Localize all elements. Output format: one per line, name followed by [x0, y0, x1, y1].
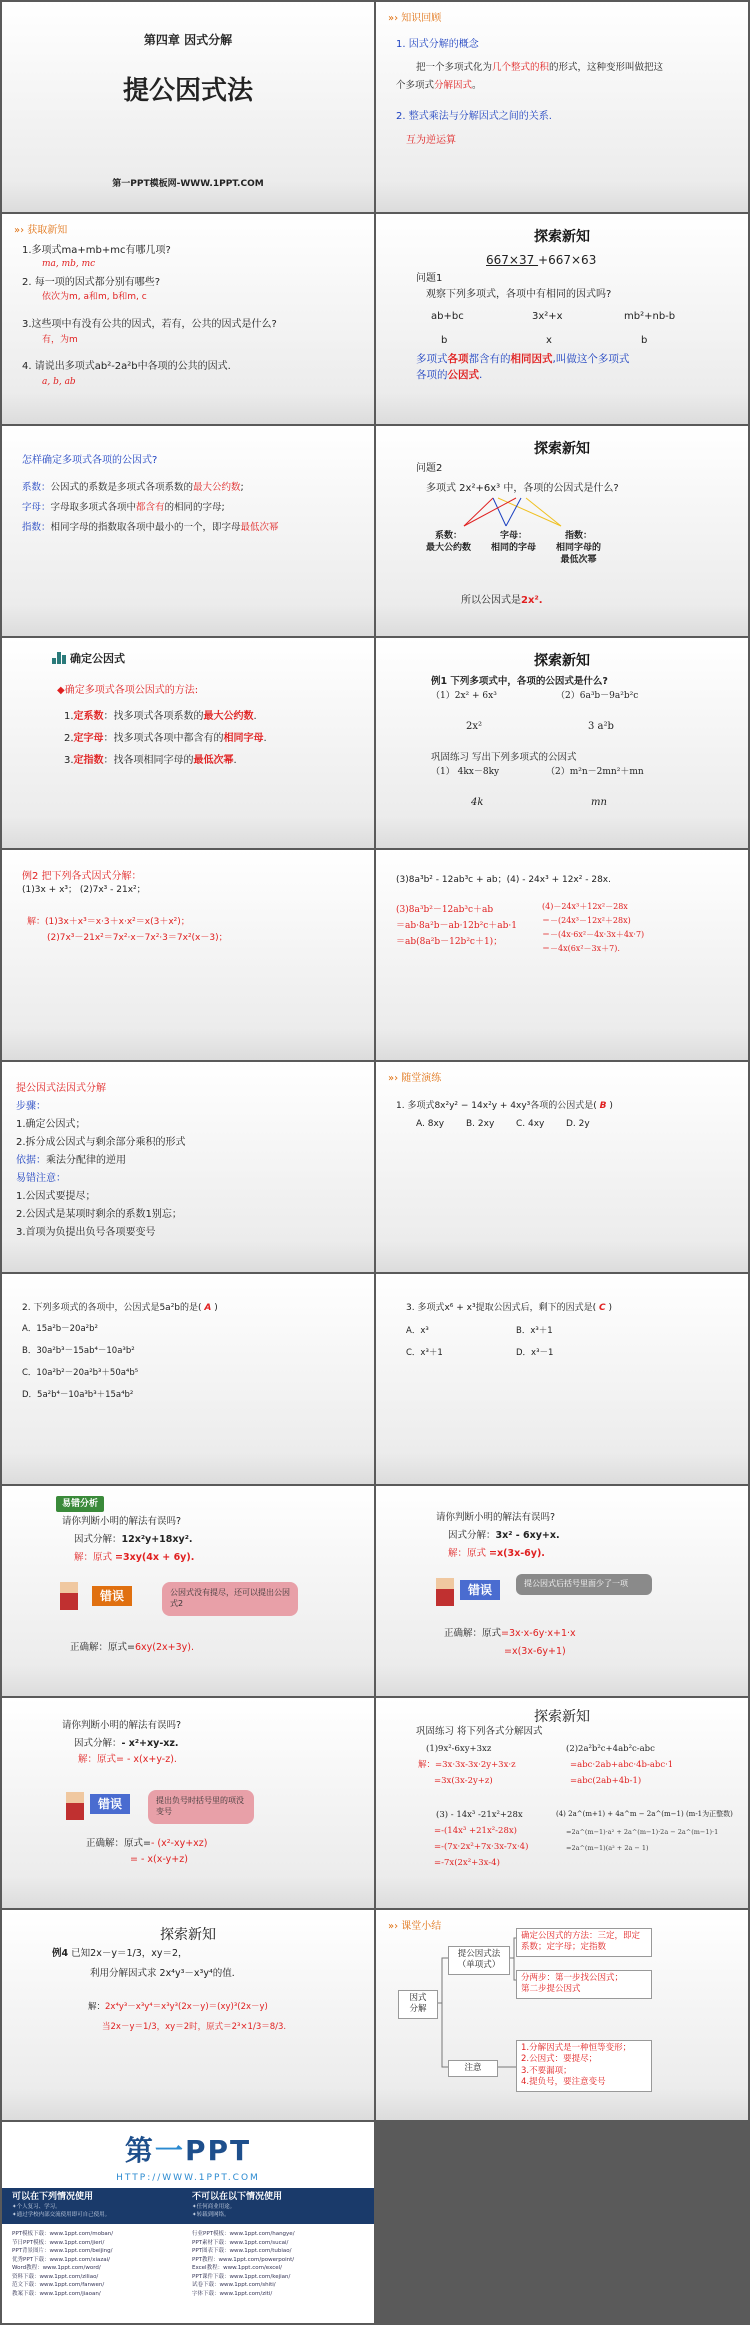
option-a: A．x³ [406, 1326, 429, 1336]
sol3-line3: ＝ab(8a²b－12b²c＋1)； [396, 937, 503, 947]
brand-url[interactable]: HTTP://WWW.1PPT.COM [116, 2173, 260, 2183]
error-label: 错误 [90, 1794, 130, 1814]
sol3-line2: ＝ab·8a²b－ab·12b²c＋ab·1 [396, 921, 518, 931]
expr-2: (2)2a²b²c+4ab²c-abc [566, 1744, 655, 1754]
section-tag: »› 知识回顾 [388, 13, 442, 24]
question-label: 问题1 [416, 273, 443, 284]
option-a: A. 8xy [416, 1119, 445, 1129]
line-1: 因式分解：- x²+xy-xz. [74, 1738, 179, 1749]
example-line1: 例4 已知2x－y＝1/3，xy＝2， [52, 1948, 188, 1959]
links-column-left [12, 2230, 113, 2298]
section-tag: »› 随堂演练 [388, 1073, 442, 1084]
resource-link[interactable]: 教案下载：www.1ppt.com/jiaoan/ [12, 2290, 101, 2297]
chapter-label: 第四章 因式分解 [143, 33, 233, 47]
question-desc: 多项式 2x²+6x³ 中，各项的公因式是什么? [426, 483, 619, 494]
expr-3: (3) - 14x³ -21x²+28x [436, 1810, 523, 1820]
student-icon [436, 1578, 454, 1606]
slide-title: 确定公因式 [70, 652, 125, 665]
common-2: x [546, 335, 552, 346]
practice-heading: 巩固练习 将下列各式分解因式 [416, 1726, 543, 1737]
rule-coef: 系数：公因式的系数是多项式各项系数的最大公约数; [22, 482, 244, 493]
review-q1-body: 把一个多项式化为几个整式的积的形式，这种变形叫做把这 [416, 62, 664, 73]
line-2: 解：原式 =3xy(4x + 6y). [74, 1552, 195, 1563]
usage-forbidden-1: ✦任何商业用途。 [192, 2204, 236, 2210]
method-node: 提公因式法 （单项式） [448, 1946, 510, 1975]
slide-practice-2 [2, 1274, 374, 1484]
resource-link[interactable]: PPT素材下载：www.1ppt.com/sucai/ [192, 2239, 289, 2246]
slide-footer-brand [2, 2122, 374, 2323]
sol4-line1: (4)－24x³＋12x²－28x [542, 902, 628, 911]
resource-link[interactable]: PPT模板下载：www.1ppt.com/moban/ [12, 2231, 114, 2237]
expr-1: (1)9x²-6xy+3xz [426, 1744, 492, 1754]
line-2: 解：原式= - x(x+y-z). [78, 1754, 177, 1765]
option-d: D．x³－1 [516, 1348, 554, 1358]
resource-link[interactable]: 优秀PPT下载：www.1ppt.com/xiazai/ [12, 2256, 111, 2263]
slide-how-to-determine [2, 426, 374, 636]
answer-4: mn [591, 797, 607, 808]
option-b: B. 2xy [466, 1119, 495, 1129]
note-2: 2.公因式是某项时剩余的系数1别忘； [16, 1209, 182, 1220]
option-c: C．10a²b²－20a²b³＋50a⁴b⁵ [22, 1368, 139, 1378]
resource-link[interactable]: Excel教程：www.1ppt.com/excel/ [192, 2265, 283, 2272]
question-3: 3.这些项中有没有公共的因式，若有，公共的因式是什么? [22, 319, 277, 330]
error-note: 公因式没有提尽，还可以提出公因式2 [162, 1582, 298, 1616]
heading: 提公因式法因式分解 [16, 1083, 106, 1094]
resource-link[interactable]: Word教程：www.1ppt.com/word/ [12, 2265, 101, 2272]
question-label: 问题2 [416, 463, 443, 474]
empty-area [376, 2122, 748, 2323]
sol3-line3: =-7x(2x²+3x-4) [434, 1858, 500, 1868]
resource-link[interactable]: 试卷下载：www.1ppt.com/shiti/ [192, 2282, 276, 2289]
resource-link[interactable]: 节日PPT模板：www.1ppt.com/jieri/ [12, 2239, 105, 2246]
question-4: 4. 请说出多项式ab²-2a²b中各项的公共的因式. [22, 361, 231, 372]
step-1: 1.确定公因式； [16, 1119, 86, 1130]
sol3-line2: =-(7x·2x²+7x·3x-7x·4) [434, 1842, 529, 1852]
note-3: 3.首项为负提出负号各项要变号 [16, 1227, 156, 1238]
usage-allowed-heading: 可以在下列情况使用 [12, 2192, 94, 2202]
usage-allowed-2: ✦通过学校内部交流使用即可自己使用。 [12, 2212, 111, 2218]
sol2-line1: =abc·2ab+abc·4b-abc·1 [570, 1760, 674, 1770]
expr-3: （1） 4kx－8ky [431, 767, 500, 777]
root-node: 因式 分解 [398, 1990, 438, 2019]
slide-explore-1 [376, 214, 748, 424]
note-node: 注意 [448, 2060, 498, 2077]
resource-link[interactable]: PPT教程：www.1ppt.com/powerpoint/ [192, 2256, 295, 2263]
poly-2: 3x²+x [532, 311, 563, 322]
correct-solution: 正确解：原式=- (x²-xy+xz) [86, 1838, 208, 1849]
error-analysis-badge: 易错分析 [56, 1496, 104, 1512]
practice-heading: 巩固练习 写出下列多项式的公因式 [431, 752, 577, 763]
question-1: 1.多项式ma+mb+mc有哪几项? [22, 245, 171, 256]
practice-question: 2. 下列多项式的各项中，公因式是5a²b的是( A ) [22, 1303, 218, 1313]
heading: 怎样确定多项式各项的公因式? [22, 455, 158, 466]
label-coef: 系数： 最大公约数 [426, 531, 472, 554]
option-b: B．30a²b³－15ab⁴－10a³b² [22, 1346, 135, 1356]
slide-title: 探索新知 [160, 1927, 216, 1943]
resource-link[interactable]: 字体下载：www.1ppt.com/ziti/ [192, 2290, 273, 2297]
ask-text: 请你判断小明的解法有误吗? [62, 1516, 182, 1527]
slide-practice [376, 1062, 748, 1272]
summary-detail-3: 1.分解因式是一种恒等变形； 2.公因式：要提尽； 3.不要漏项； 4.提负号，要注意变号 [516, 2040, 652, 2092]
usage-forbidden-2: ✦转载到网络。 [192, 2212, 230, 2218]
solution-2: (2)7x³－21x²＝7x²·x－7x²·3＝7x²(x－3)； [47, 933, 228, 943]
sol1-line2: =3x(3x-2y+z) [434, 1776, 493, 1786]
example-heading: 例1 下列多项式中，各项的公因式是什么? [431, 676, 608, 687]
bar-chart-icon [52, 652, 66, 664]
review-q1-body2: 个多项式分解因式。 [396, 80, 482, 91]
slide-example-2 [2, 850, 374, 1060]
correct-solution: 正确解：原式=3x·x-6y·x+1·x [444, 1628, 576, 1639]
review-q2-answer: 互为逆运算 [406, 135, 456, 146]
solution-line1: 解：2x⁴y³－x³y⁴＝x³y³(2x－y)＝(xy)³(2x－y) [88, 2002, 268, 2012]
line-2: 解：原式 =x(3x-6y). [448, 1548, 545, 1559]
slide-new-knowledge [2, 214, 374, 424]
expr-1: （1）2x² + 6x³ [431, 691, 497, 701]
resource-link[interactable]: 范文下载：www.1ppt.com/fanwen/ [12, 2282, 105, 2289]
sol2-line2: =abc(2ab+4b-1) [570, 1776, 642, 1786]
correct-solution: 正确解：原式=6xy(2x+3y). [70, 1642, 194, 1653]
option-c: C．x³＋1 [406, 1348, 443, 1358]
label-exponent: 指数： 相同字母的 最低次幂 [556, 531, 602, 566]
slide-practice-3 [376, 1274, 748, 1484]
example-heading: 例2 把下列各式因式分解： [22, 871, 142, 882]
common-1: b [441, 335, 448, 346]
example-question: (1)3x + x³； (2)7x³ - 21x²； [22, 885, 146, 895]
slide-error-2 [376, 1486, 748, 1696]
sol4-line2: =2a^(m−1)(a² + 2a − 1) [566, 1844, 649, 1852]
summary-detail-1: 确定公因式的方法：三定，即定系数；定字母；定指数 [516, 1928, 652, 1957]
rule-3: 3.定指数：找各项相同字母的最低次幂. [64, 755, 237, 766]
rule-2: 2.定字母：找多项式各项中都含有的相同字母. [64, 733, 267, 744]
answer-3: 4k [471, 797, 484, 808]
usage-forbidden-heading: 不可以在以下情况使用 [192, 2192, 283, 2202]
section-tag: »› 获取新知 [14, 225, 68, 236]
resource-link[interactable]: 行业PPT模板：www.1ppt.com/hangye/ [192, 2231, 295, 2237]
option-b: B．x³＋1 [516, 1326, 553, 1336]
student-icon [66, 1792, 84, 1820]
rule-exponent: 指数：相同字母的指数取各项中最小的一个，即字母最低次幂 [22, 522, 279, 533]
slide-example-2-cont [376, 850, 748, 1060]
slide-determine-factor [2, 638, 374, 848]
resource-link[interactable]: 资料下载：www.1ppt.com/ziliao/ [12, 2273, 99, 2280]
slide-title [2, 2, 374, 212]
question-2: 2. 每一项的因式都分别有哪些? [22, 277, 161, 288]
answer-3: 有，为m [42, 335, 78, 345]
step-2: 2.拆分成公因式与剩余部分乘积的形式 [16, 1137, 186, 1148]
definition-line2: 各项的公因式. [416, 369, 483, 381]
slide-review [376, 2, 748, 212]
solution-line2: 当2x－y＝1/3，xy＝2时，原式＝2³×1/3＝8/3. [102, 2022, 287, 2032]
slide-explore-practice [376, 1698, 748, 1908]
slide-summary [376, 1910, 748, 2120]
slide-title: 探索新知 [534, 1709, 590, 1725]
slide-error-3 [2, 1698, 374, 1908]
resource-link[interactable]: PPT课件下载：www.1ppt.com/kejian/ [192, 2273, 291, 2280]
error-label: 错误 [460, 1580, 500, 1600]
slide-error-1 [2, 1486, 374, 1696]
option-c: C. 4xy [516, 1119, 545, 1129]
main-title: 提公因式法 [122, 76, 253, 106]
option-d: D. 2y [566, 1119, 590, 1129]
correct-solution-2: =x(3x-6y+1) [504, 1646, 566, 1657]
sol4-line1: =2a^(m−1)·a² + 2a^(m−1)·2a − 2a^(m−1)·1 [566, 1828, 719, 1836]
slide-title: 探索新知 [534, 229, 590, 245]
error-note: 提公因式后括号里面少了一项 [516, 1574, 652, 1595]
poly-1: ab+bc [431, 311, 464, 322]
arrow-diagram [436, 494, 576, 534]
rule-1: 1.定系数：找多项式各项系数的最大公约数. [64, 711, 257, 722]
practice-question: 1. 多项式8x²y² − 14x²y + 4xy³各项的公因式是( B ) [396, 1101, 613, 1111]
practice-question: 3. 多项式x⁶ + x³提取公因式后，剩下的因式是( C ) [406, 1303, 612, 1313]
answer-4: a, b, ab [42, 377, 76, 387]
usage-banner [2, 2188, 374, 2224]
common-3: b [641, 335, 648, 346]
sol1-line1: 解：=3x·3x-3x·2y+3x·z [418, 1760, 516, 1770]
brand-logo: 第一PPT [124, 2134, 252, 2167]
option-a: A．15a²b－20a²b² [22, 1324, 98, 1334]
ask-text: 请你判断小明的解法有误吗? [62, 1720, 182, 1731]
question-desc: 观察下列多项式，各项中有相同的因式吗? [426, 289, 612, 300]
resource-link[interactable]: PPT图表下载：www.1ppt.com/tubiao/ [192, 2248, 292, 2255]
option-d: D．5a²b⁴－10a³b³＋15a⁴b² [22, 1390, 134, 1400]
answer-2: 3 a²b [588, 721, 614, 732]
usage-allowed-1: ✦个人复习、学习。 [12, 2204, 61, 2210]
equation: 667×37 +667×63 [486, 253, 597, 267]
expr-2: （2）6a³b－9a²b²c [556, 691, 639, 701]
slide-title: 探索新知 [534, 441, 590, 457]
label-letter: 字母： 相同的字母 [491, 531, 537, 554]
footer-text: 第一PPT模板网-WWW.1PPT.COM [112, 179, 264, 189]
section-tag: »› 课堂小结 [388, 1921, 442, 1932]
conclusion: 所以公因式是2x². [461, 595, 543, 606]
links-column-right [192, 2230, 295, 2298]
sol4-line3: ＝－(4x·6x²－4x·3x＋4x·7) [542, 930, 645, 939]
note-label: 易错注意： [16, 1173, 66, 1184]
sol4-line4: ＝－4x(6x²－3x＋7). [542, 944, 620, 953]
note-1: 1.公因式要提尽； [16, 1191, 96, 1202]
solution-1: 解：(1)3x＋x³＝x·3＋x·x²＝x(3＋x²)； [27, 917, 190, 927]
summary-detail-2: 分两步：第一步找公因式； 第二步提公因式 [516, 1970, 652, 1999]
rule-heading: ◆确定多项式各项公因式的方法: [57, 685, 199, 696]
correct-solution-2: = - x(x-y+z) [130, 1854, 188, 1865]
line-1: 因式分解：12x²y+18xy². [74, 1534, 193, 1545]
review-q2: 2. 整式乘法与分解因式之间的关系. [396, 111, 552, 122]
error-label: 错误 [92, 1586, 132, 1606]
sol4-line2: ＝－(24x³－12x²＋28x) [542, 916, 631, 925]
slide-steps [2, 1062, 374, 1272]
answer-2: 依次为m, a和m, b和m, c [42, 292, 147, 302]
ask-text: 请你判断小明的解法有误吗? [436, 1512, 556, 1523]
expr-4: （2）m²n－2mn²＋mn [546, 767, 644, 777]
rule-letter: 字母：字母取多项式各项中都含有的相同的字母; [22, 502, 225, 513]
definition-line1: 多项式各项都含有的相同因式,叫做这个多项式 [416, 353, 630, 365]
line-1: 因式分解：3x² - 6xy+x. [448, 1530, 560, 1541]
example-line2: 利用分解因式求 2x⁴y³－x³y⁴的值． [90, 1968, 242, 1979]
resource-link[interactable]: PPT背景图片：www.1ppt.com/beijing/ [12, 2248, 113, 2255]
answer-1: 2x² [466, 721, 483, 732]
steps-label: 步骤： [16, 1101, 46, 1112]
basis: 依据：乘法分配律的逆用 [16, 1155, 126, 1166]
sol3-line1: =-(14x³ +21x²-28x) [434, 1826, 517, 1836]
student-icon [60, 1582, 78, 1610]
error-note: 提出负号时括号里的项没变号 [148, 1790, 254, 1824]
poly-3: mb²+nb-b [624, 311, 676, 322]
answer-1: ma, mb, mc [42, 259, 96, 269]
review-q1: 1. 因式分解的概念 [396, 39, 479, 50]
slide-title: 探索新知 [534, 653, 590, 669]
slide-example-4 [2, 1910, 374, 2120]
sol3-line1: (3)8a³b²－12ab³c＋ab [396, 905, 494, 915]
slide-explore-2 [376, 426, 748, 636]
slide-example-1 [376, 638, 748, 848]
question: (3)8a³b² - 12ab³c + ab；(4) - 24x³ + 12x² - 28x. [396, 875, 611, 885]
expr-4: (4) 2a^(m+1) + 4a^m − 2a^(m−1) (m-1为正整数) [556, 1810, 733, 1818]
